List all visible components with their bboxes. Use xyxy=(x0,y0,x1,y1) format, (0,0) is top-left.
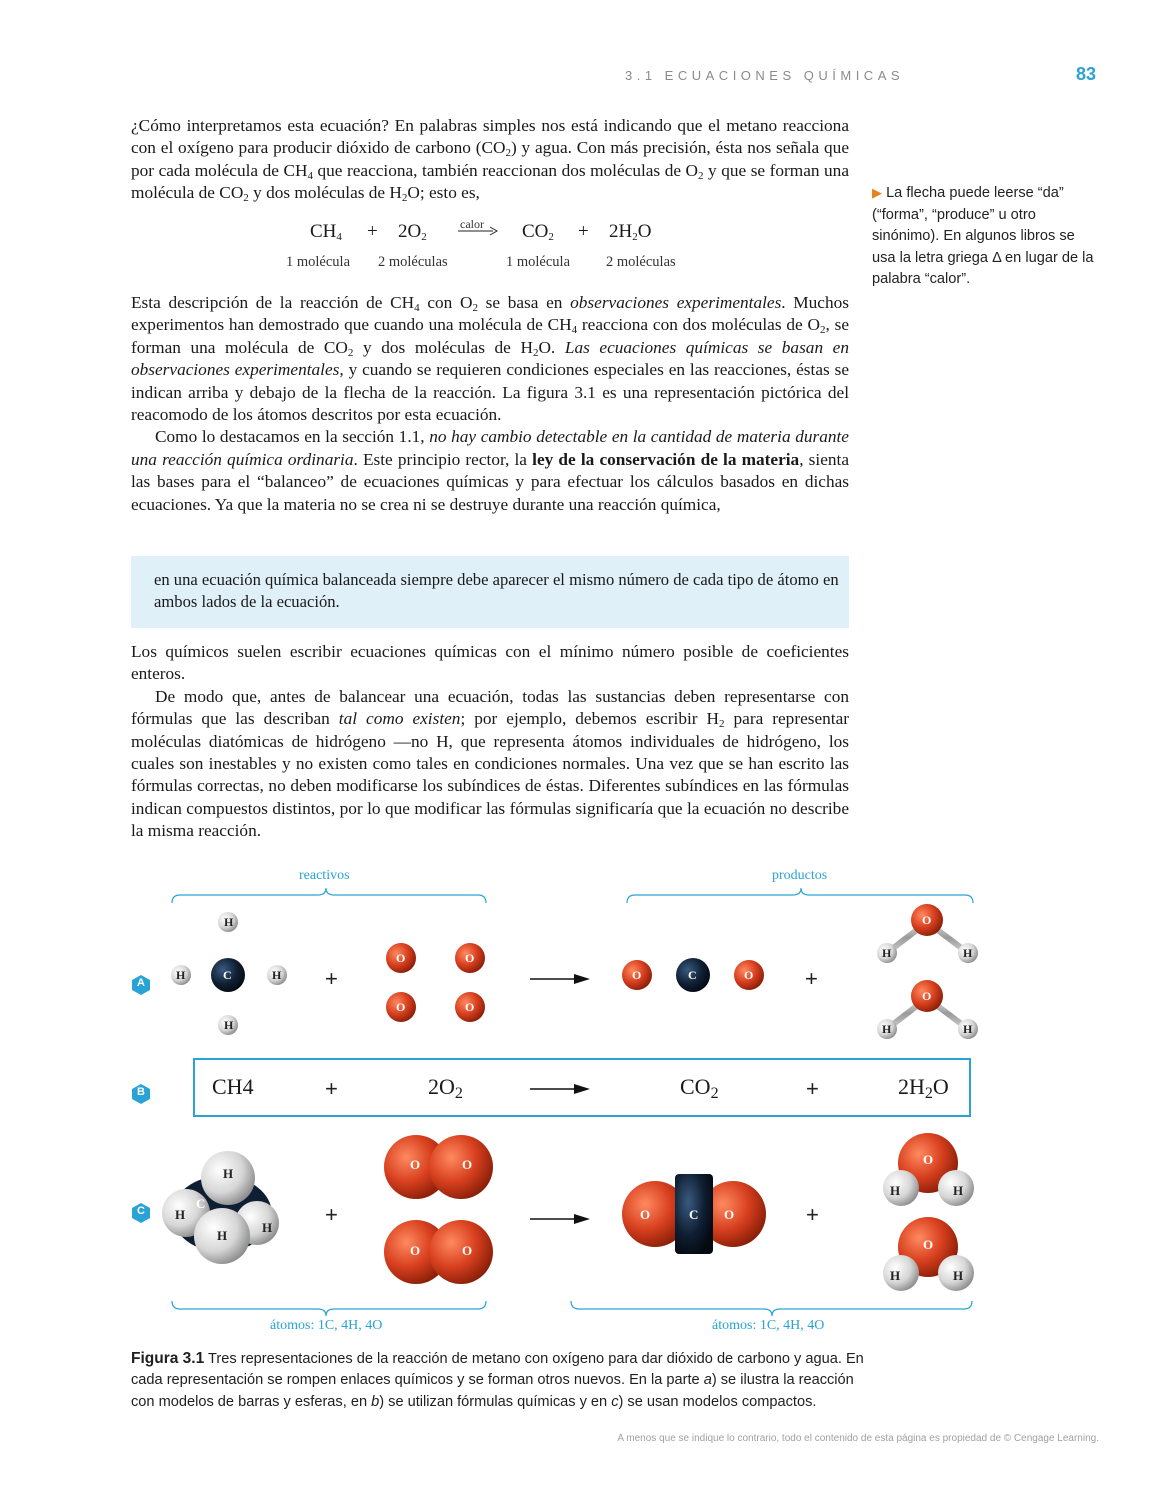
atom-h: H xyxy=(953,1268,964,1283)
atom-h: H xyxy=(963,1022,973,1036)
reactants-brace-top xyxy=(172,888,486,903)
atom-o: O xyxy=(410,1157,421,1172)
eq-co2: $CO_2$ xyxy=(522,221,554,243)
eq-o2: $2O_2$ xyxy=(398,221,427,243)
eq-arrow-label: calor xyxy=(460,217,484,231)
callout-text: en una ecuación química balanceada siempre debe aparecer el mismo número de cada tipo de átomo en ambos lados de la ecuación. xyxy=(154,570,839,612)
atom-h: H xyxy=(217,1228,228,1243)
atom-h: H xyxy=(262,1220,273,1235)
atom-o: O xyxy=(922,913,932,927)
atom-h: H xyxy=(224,1018,234,1032)
eq-plus-2: + xyxy=(578,221,589,242)
atom-h: H xyxy=(890,1183,901,1198)
paragraph-conservation: Como lo destacamos en la sección 1.1, no hay cambio detectable en la cantidad de materia durante una reacción química ordinaria. Este principio rector, la ley de la conservación de la materia, sienta las bases para el “balanceo” de ecuaciones químicas y para efectuar los cálculos basados en dichas ecuaciones. Ya que la materia no se crea ni se destruye durante una reacción química, xyxy=(131,427,849,514)
atom-h: H xyxy=(890,1268,901,1283)
products-label: productos xyxy=(772,868,828,883)
products-brace-bottom xyxy=(571,1301,972,1316)
atom-c: C xyxy=(223,968,232,982)
badge-a: A xyxy=(137,977,145,989)
atom-h: H xyxy=(223,1166,234,1181)
arrow-c xyxy=(530,1214,590,1224)
atom-h: H xyxy=(272,968,282,982)
atom-o: O xyxy=(724,1207,735,1222)
arrow-b xyxy=(530,1084,590,1094)
eq-plus-1: + xyxy=(367,221,378,242)
reactants-brace-bottom xyxy=(172,1301,486,1316)
atom-o: O xyxy=(465,951,475,965)
atom-h: H xyxy=(953,1183,964,1198)
o2-space-filling-1 xyxy=(384,1135,493,1199)
eq-label-1: 1 molécula xyxy=(286,254,351,270)
plus-a-1: + xyxy=(325,966,338,991)
atom-h: H xyxy=(882,1022,892,1036)
atom-c: C xyxy=(689,1207,699,1222)
section-header: 3.1 ECUACIONES QUÍMICAS xyxy=(625,68,905,83)
margin-note: ▶ La flecha puede leerse “da” (“forma”, “produce” u otro sinónimo). En algunos libros se usa la letra griega Δ en lugar de la palabra “calor”. xyxy=(872,185,1094,287)
atom-o: O xyxy=(640,1207,651,1222)
formula-o2: 2O2 xyxy=(428,1074,463,1102)
plus-c-2: + xyxy=(806,1202,819,1227)
atom-o: O xyxy=(632,968,642,982)
reactants-label: reactivos xyxy=(299,868,350,883)
paragraph-description: Esta descripción de la reacción de $CH_4$ con $O_2$ se basa en observaciones experimentales. Muchos experimentos han demostrado que cuando una molécula de $CH_4$ reacciona con dos moléculas de $O_2$, se forman una molécula de $CO_2$ y dos moléculas de $H_2O$. Las ecuaciones químicas se basan en observaciones experimentales, y cuando se requieren condiciones especiales en las reacciones, éstas se indican arriba y debajo de la flecha de la reacción. La figura 3.1 es una representación pictórica del reacomodo de los átomos descritos por esta ecuación. Como lo destacamos en la sección 1.1, no hay cambio detectable en la cantidad de materia durante una reacción química ordinaria. Este principio rector, la ley de la conservación de la materia, sienta las bases para el “balanceo” de ecuaciones químicas y para efectuar los cálculos basados en dichas ecuaciones. Ya que la materia no se crea ni se destruye durante una reacción química, xyxy=(131,292,849,516)
paragraph-formulas: De modo que, antes de balancear una ecuación, todas las sustancias deben representarse con fórmulas que las describan tal como existen; por ejemplo, debemos escribir $H_2$ para representar moléculas diatómicas de hidrógeno —no H, que representa átomos individuales de hidrógeno, los cuales son inestables y no existen como tales en condiciones normales. Una vez que se han escrito las fórmulas correctas, no deben modificarse los subíndices de éstas. Diferentes subíndices en las fórmulas indican compuestos distintos, por lo que modificar las fórmulas significaría que la ecuación no describe la misma reacción. xyxy=(131,686,850,841)
atom-h: H xyxy=(175,1207,186,1222)
atom-o: O xyxy=(410,1243,421,1258)
atom-o: O xyxy=(462,1157,473,1172)
page-number: 83 xyxy=(1076,64,1097,84)
plus-a-2: + xyxy=(805,966,818,991)
atom-c: C xyxy=(196,1196,206,1211)
products-brace-top xyxy=(627,888,973,903)
atom-h: H xyxy=(224,915,234,929)
eq-label-2: 2 moléculas xyxy=(378,254,448,270)
arrow-a xyxy=(530,974,590,984)
atom-o: O xyxy=(396,1000,406,1014)
copyright-footer: A menos que se indique lo contrario, todo el contenido de esta página es propiedad de © Cengage Learning. xyxy=(617,1433,1099,1444)
atom-c: C xyxy=(688,968,697,982)
atoms-count-right: átomos: 1C, 4H, 4O xyxy=(712,1318,825,1333)
atom-h: H xyxy=(882,946,892,960)
atom-o: O xyxy=(922,989,932,1003)
formula-ch4: CH4 xyxy=(212,1074,254,1099)
badge-c: C xyxy=(137,1205,145,1217)
atom-o: O xyxy=(396,951,406,965)
formula-h2o: 2H2O xyxy=(898,1074,949,1102)
paragraph-intro: ¿Cómo interpretamos esta ecuación? En palabras simples nos está indicando que el metano reacciona con el oxígeno para producir dióxido de carbono $(CO_2)$ y agua. Con más precisión, ésta nos señala que por cada molécula de $CH_4$ que reacciona, también reaccionan dos moléculas de $O_2$ y que se forman una molécula de $CO_2$ y dos moléculas de $H_2O$; esto es, xyxy=(131,116,849,205)
badge-b: B xyxy=(137,1086,145,1098)
plus-b-1: + xyxy=(325,1076,338,1101)
atom-o: O xyxy=(923,1152,934,1167)
triangle-bullet-icon: ▶ xyxy=(872,185,882,200)
atoms-count-left: átomos: 1C, 4H, 4O xyxy=(270,1318,383,1333)
paragraph-coefficients: Los químicos suelen escribir ecuaciones químicas con el mínimo número posible de coeficientes enteros. De modo que, antes de balancear una ecuación, todas las sustancias deben representarse con fórmulas que las describan tal como existen; por ejemplo, debemos escribir $H_2$ para representar moléculas diatómicas de hidrógeno —no H, que representa átomos individuales de hidrógeno, los cuales son inestables y no existen como tales en condiciones normales. Una vez que se han escrito las fórmulas correctas, no deben modificarse los subíndices de éstas. Diferentes subíndices en las fórmulas indican compuestos distintos, por lo que modificar las fórmulas significaría que la ecuación no describe la misma reacción. xyxy=(131,641,849,843)
eq-label-3: 1 molécula xyxy=(506,254,571,270)
atom-o: O xyxy=(923,1237,934,1252)
atom-o: O xyxy=(465,1000,475,1014)
atom-o: O xyxy=(462,1243,473,1258)
atom-h: H xyxy=(963,946,973,960)
atom-h: H xyxy=(176,968,186,982)
atom-o: O xyxy=(744,968,754,982)
figure-caption: Figura 3.1 Tres representaciones de la reacción de metano con oxígeno para dar dióxido de carbono y agua. En cada representación se rompen enlaces químicos y se forman otros nuevos. En la parte a) se ilustra la reacción con modelos de barras y esferas, en b) se utilizan fórmulas químicas y en c) se usan modelos compactos. xyxy=(131,1350,864,1410)
eq-ch4: $CH_4$ xyxy=(310,221,342,243)
plus-c-1: + xyxy=(325,1202,338,1227)
eq-label-4: 2 moléculas xyxy=(606,254,676,270)
plus-b-2: + xyxy=(806,1076,819,1101)
o2-space-filling-2 xyxy=(384,1220,493,1284)
formula-co2: CO2 xyxy=(680,1074,719,1102)
eq-h2o: $2H_2O$ xyxy=(609,221,652,243)
